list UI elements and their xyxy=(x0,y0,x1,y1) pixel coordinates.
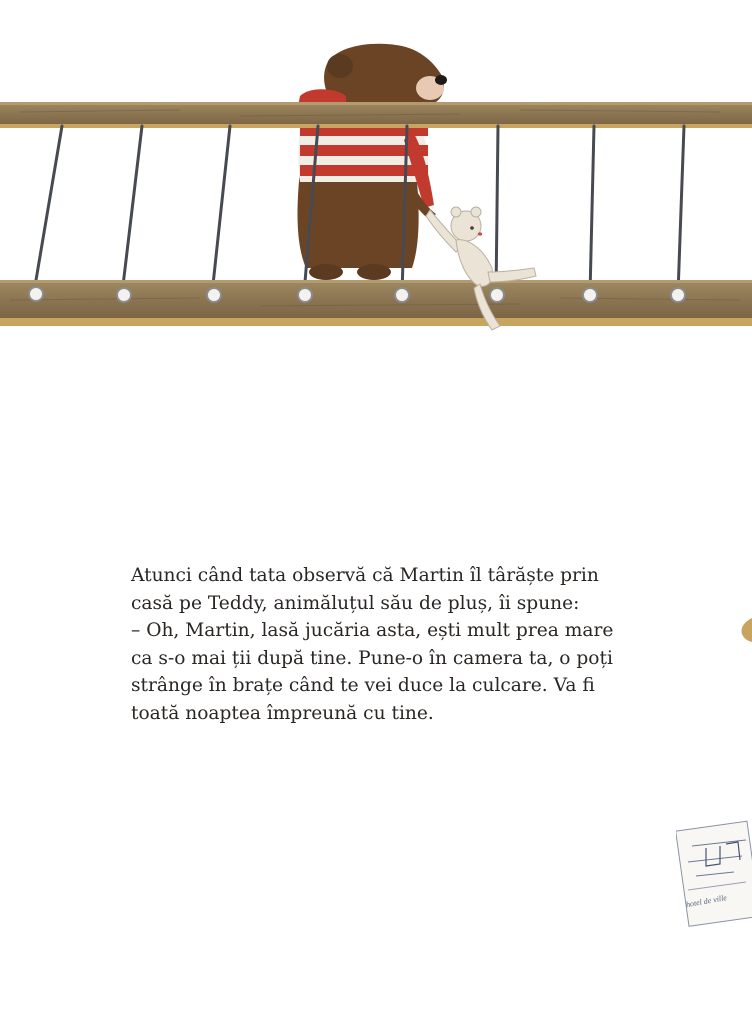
bear-figure xyxy=(298,44,447,280)
bear-nose xyxy=(435,75,447,85)
bridge-top-rail xyxy=(0,102,752,128)
bear-fur-body xyxy=(298,170,419,268)
bear-foot-right xyxy=(357,264,391,280)
edge-illustration-fragment xyxy=(738,618,752,642)
corner-sketch-paper xyxy=(676,821,752,926)
corner-sketch xyxy=(676,818,752,928)
bear-on-bridge-illustration xyxy=(0,0,752,340)
story-text: Atunci când tata observă că Martin îl târăște prin casă pe Teddy, animăluțul său de pluș, îi spune: – Oh, Martin, lasă jucăria asta, ești mult prea mare ca s-o mai ții după tine. Pune-o în camera ta, o poți strânge în brațe când te vei duce la culcare. Va fi toată noaptea împreună cu tine. xyxy=(131,565,614,724)
bridge-deck-plank xyxy=(0,280,752,326)
corner-sketch-scribble: hotel de ville xyxy=(685,893,728,910)
bear-ear xyxy=(327,54,353,78)
bear-foot-left xyxy=(309,264,343,280)
